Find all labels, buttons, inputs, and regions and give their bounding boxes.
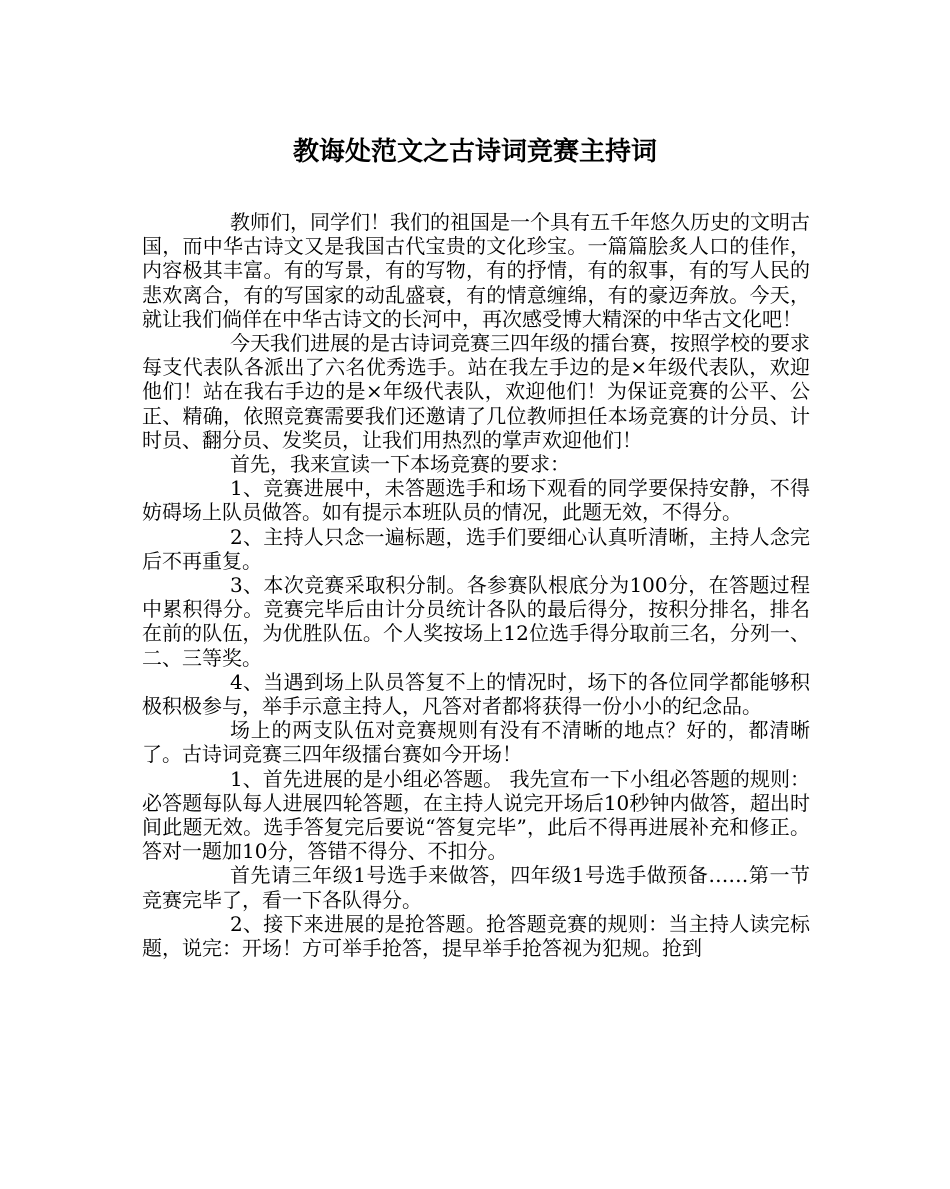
paragraph: 1、竞赛进展中，未答题选手和场下观看的同学要保持安静，不得妨碍场上队员做答。如有提示本班队员的情况，此题无效，不得分。 bbox=[142, 476, 810, 525]
paragraph: 首先，我来宣读一下本场竞赛的要求： bbox=[230, 452, 570, 477]
document-title: 教诲处范文之古诗词竞赛主持词 bbox=[292, 137, 657, 167]
paragraph: 教师们，同学们！我们的祖国是一个具有五千年悠久历史的文明古国，而中华古诗文又是我国古代宝贵的文化珍宝。一篇篇脍炙人口的佳作，内容极其丰富。有的写景，有的写物，有的抒情，有的叙事，有的写人民的悲欢离合，有的写国家的动乱盛衰，有的情意缠绵，有的豪迈奔放。今天，就让我们倘佯在中华古诗文的长河中，再次感受博大精深的中华古文化吧！ bbox=[142, 210, 810, 331]
paragraph: 场上的两支队伍对竞赛规则有没有不清晰的地点？好的，都清晰了。古诗词竞赛三四年级擂台赛如今开场！ bbox=[142, 718, 810, 767]
paragraph: 今天我们进展的是古诗词竞赛三四年级的擂台赛，按照学校的要求每支代表队各派出了六名优秀选手。站在我左手边的是×年级代表队，欢迎他们！站在我右手边的是×年级代表队，欢迎他们！为保证竞赛的公平、公正、精确，依照竞赛需要我们还邀请了几位教师担任本场竞赛的计分员、计时员、翻分员、发奖员，让我们用热烈的掌声欢迎他们！ bbox=[142, 331, 810, 452]
document-body bbox=[142, 210, 810, 960]
paragraph: 4、当遇到场上队员答复不上的情况时，场下的各位同学都能够积极积极参与，举手示意主持人，凡答对者都将获得一份小小的纪念品。 bbox=[142, 669, 810, 719]
paragraph: 2、接下来进展的是抢答题。抢答题竞赛的规则：当主持人读完标题，说完：开场！方可举手抢答，提早举手抢答视为犯规。抢到 bbox=[142, 911, 810, 961]
paragraph: 3、本次竞赛采取积分制。各参赛队根底分为100分，在答题过程中累积得分。竞赛完毕后由计分员统计各队的最后得分，按积分排名，排名在前的队伍，为优胜队伍。个人奖按场上12位选手得分取前三名，分列一、二、三等奖。 bbox=[142, 573, 810, 670]
paragraph: 首先请三年级1号选手来做答，四年级1号选手做预备……第一节竞赛完毕了，看一下各队得分。 bbox=[142, 863, 810, 912]
paragraph: 1、首先进展的是小组必答题。 我先宣布一下小组必答题的规则：必答题每队每人进展四轮答题，在主持人说完开场后10秒钟内做答，超出时间此题无效。选手答复完后要说“答复完毕”，此后不得再进展补充和修正。答对一题加10分，答错不得分、不扣分。 bbox=[142, 766, 810, 864]
paragraph: 2、主持人只念一遍标题，选手们要细心认真听清晰，主持人念完后不再重复。 bbox=[142, 524, 810, 573]
